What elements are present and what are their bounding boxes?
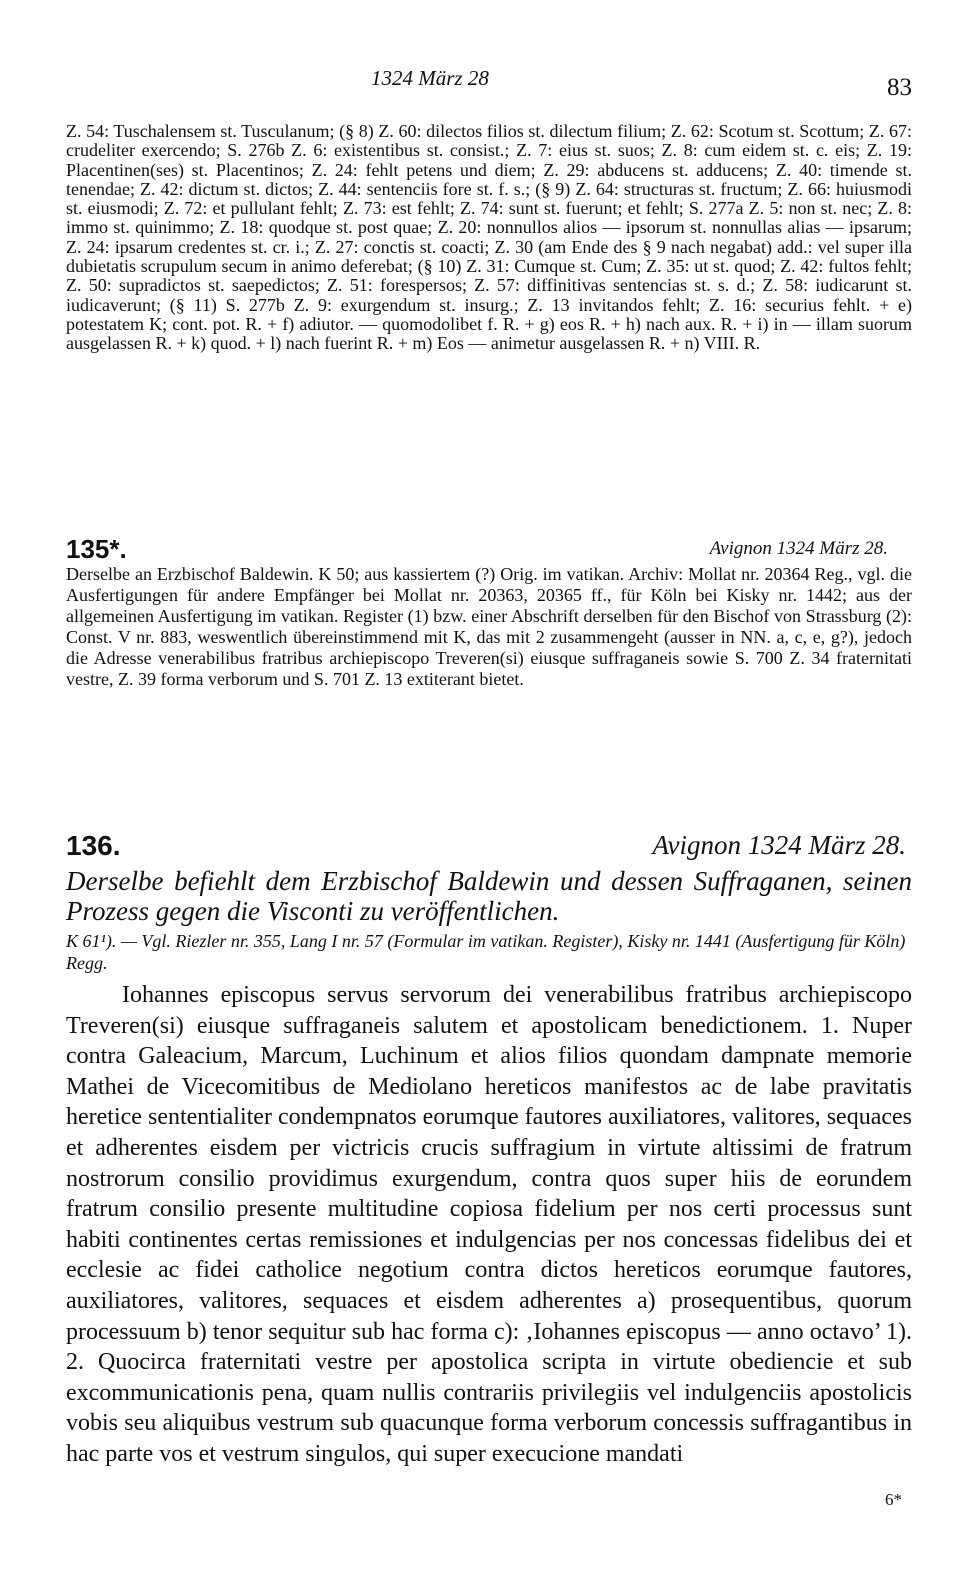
document-136-regest: Derselbe befiehlt dem Erzbischof Baldewin und dessen Suffraganen, seinen Prozess gegen die Visconti zu veröffentlichen. xyxy=(66,866,912,926)
document-136-heading xyxy=(66,830,912,866)
document-136-number: 136. xyxy=(66,830,121,861)
critical-apparatus xyxy=(66,122,912,354)
document-136-place-date: Avignon 1324 März 28. xyxy=(652,830,906,860)
document-135-place-date: Avignon 1324 März 28. xyxy=(709,538,888,559)
running-head-title: 1324 März 28 xyxy=(371,66,489,90)
page-number: 83 xyxy=(887,74,912,101)
document-136-source-note: K 61¹). — Vgl. Riezler nr. 355, Lang I nr. 57 (Formular im vatikan. Register), Kisky nr. 1441 (Ausfertigung für Köln) Regg. xyxy=(66,931,906,973)
document-135-heading xyxy=(66,534,912,564)
signature-mark: 6* xyxy=(885,1490,902,1509)
document-135-number: 135*. xyxy=(66,534,127,564)
book-page xyxy=(66,0,912,1578)
running-head xyxy=(66,66,912,101)
apparatus-text: Z. 54: Tuschalensem st. Tusculanum; (§ 8) Z. 60: dilectos filios st. dilectum filium; Z. 62: Scotum st. Scottum; Z. 67: crudeliter exercendo; S. 276b Z. 6: existentibus st. consist.; Z. 7: eius st. suos; Z. 8: cum eidem st. c. eis; Z. 19: Placentinen(ses) st. Placentinos; Z. 24: fehlt petens und diem; Z. 29: abducens st. adducens; Z. 40: timende st. tenendae; Z. 42: dictum st. dictos; Z. 44: sentenciis fore st. f. s.; (§ 9) Z. 64: structuras st. fructum; Z. 66: huiusmodi st. eiusmodi; Z. 72: et pullulant fehlt; Z. 73: est fehlt; Z. 74: sunt st. fuerunt; et fehlt; S. 277a Z. 5: non st. nec; Z. 8: immo st. quinimmo; Z. 18: quodque st. post quae; Z. 20: nonnullos alios — ipsorum st. nonnullas alias — ipsarum; Z. 24: ipsarum credentes st. cr. i.; Z. 27: conctis st. coacti; Z. 30 (am Ende des § 9 nach negabat) add.: vel super illa dubietatis scrupulum secum in animo deferebat; (§ 10) Z. 31: Cumque st. Cum; Z. 35: ut st. quod; Z. 42: fultos fehlt; Z. 50: supradictos st. saepedictos; Z. 51: forespersos; Z. 57: diffinitivas sentencias st. s. d.; Z. 58: iudicarunt st. iudicaverunt; (§ 11) S. 277b Z. 9: exurgendum st. insurg.; Z. 13 invitandos fehlt; Z. 16: securius fehlt. + e) potestatem K; cont. pot. R. + f) adiutor. — quomodolibet f. R. + g) eos R. + h) nach aux. R. + i) in — illam suorum ausgelassen R. + k) quod. + l) nach fuerint R. + m) Eos — animetur ausgelassen R. + n) VIII. R. xyxy=(66,121,912,354)
document-135-description: Derselbe an Erzbischof Baldewin. K 50; aus kassiertem (?) Orig. im vatikan. Archiv: Mollat nr. 20364 Reg., vgl. die Ausfertigungen für andere Empfänger bei Mollat nr. 20363, 20365 ff., für Köln bei Kisky nr. 1442; aus der allgemeinen Ausfertigung im vatikan. Register (1) bzw. einer Abschrift derselben für den Bischof von Strassburg (2): Const. V nr. 883, weswentlich übereinstimmend mit K, das mit 2 zusammengeht (ausser in NN. a, c, e, g?), jedoch die Adresse venerabilibus fratribus archiepiscopo Treveren(si) eiusque suffraganeis sowie S. 700 Z. 34 fraternitati vestre, Z. 39 forma verborum und S. 701 Z. 13 extiterant bietet. xyxy=(66,564,912,689)
document-136 xyxy=(66,830,912,1470)
document-135 xyxy=(66,534,912,690)
document-136-body-text: Iohannes episcopus servus servorum dei venerabilibus fratribus archiepiscopo Treveren(si) eiusque suffraganeis salutem et apostolicam benedictionem. 1. Nuper contra Galeacium, Marcum, Luchinum et alios filios quondam dampnate memorie Mathei de Vicecomitibus de Mediolano hereticos manifestos ac de labe pravitatis heretice sententialiter condempnatos eorumque fautores auxiliatores, valitores, sequaces et adherentes eisdem per victricis crucis suffragium in virtute altissimi de fratrum nostrorum consilio providimus exurgendum, contra quos super hiis de eorundem fratrum consilio presente multitudine copiosa fidelium per nos certi processus sunt habiti continentes certas remissiones et indulgencias per nos concessas fidelibus dei et ecclesie ac fidei catholice negotium contra dictos hereticos eorumque fautores, auxiliatores, valitores, sequaces et eisdem adherentes a) prosequentibus, quorum processuum b) tenor sequitur sub hac forma c): ‚Iohannes episcopus — anno octavo’ 1). 2. Quocirca fraternitati vestre per apostolica scripta in virtute obediencie et sub excommunicationis pena, quam nullis contrariis privilegiis vel indulgenciis apostolicis vobis seu aliquibus vestrum sub quacunque forma verborum concessis suffragantibus in hac parte vos et vestrum singulos, qui super execucione mandati xyxy=(66,982,912,1467)
